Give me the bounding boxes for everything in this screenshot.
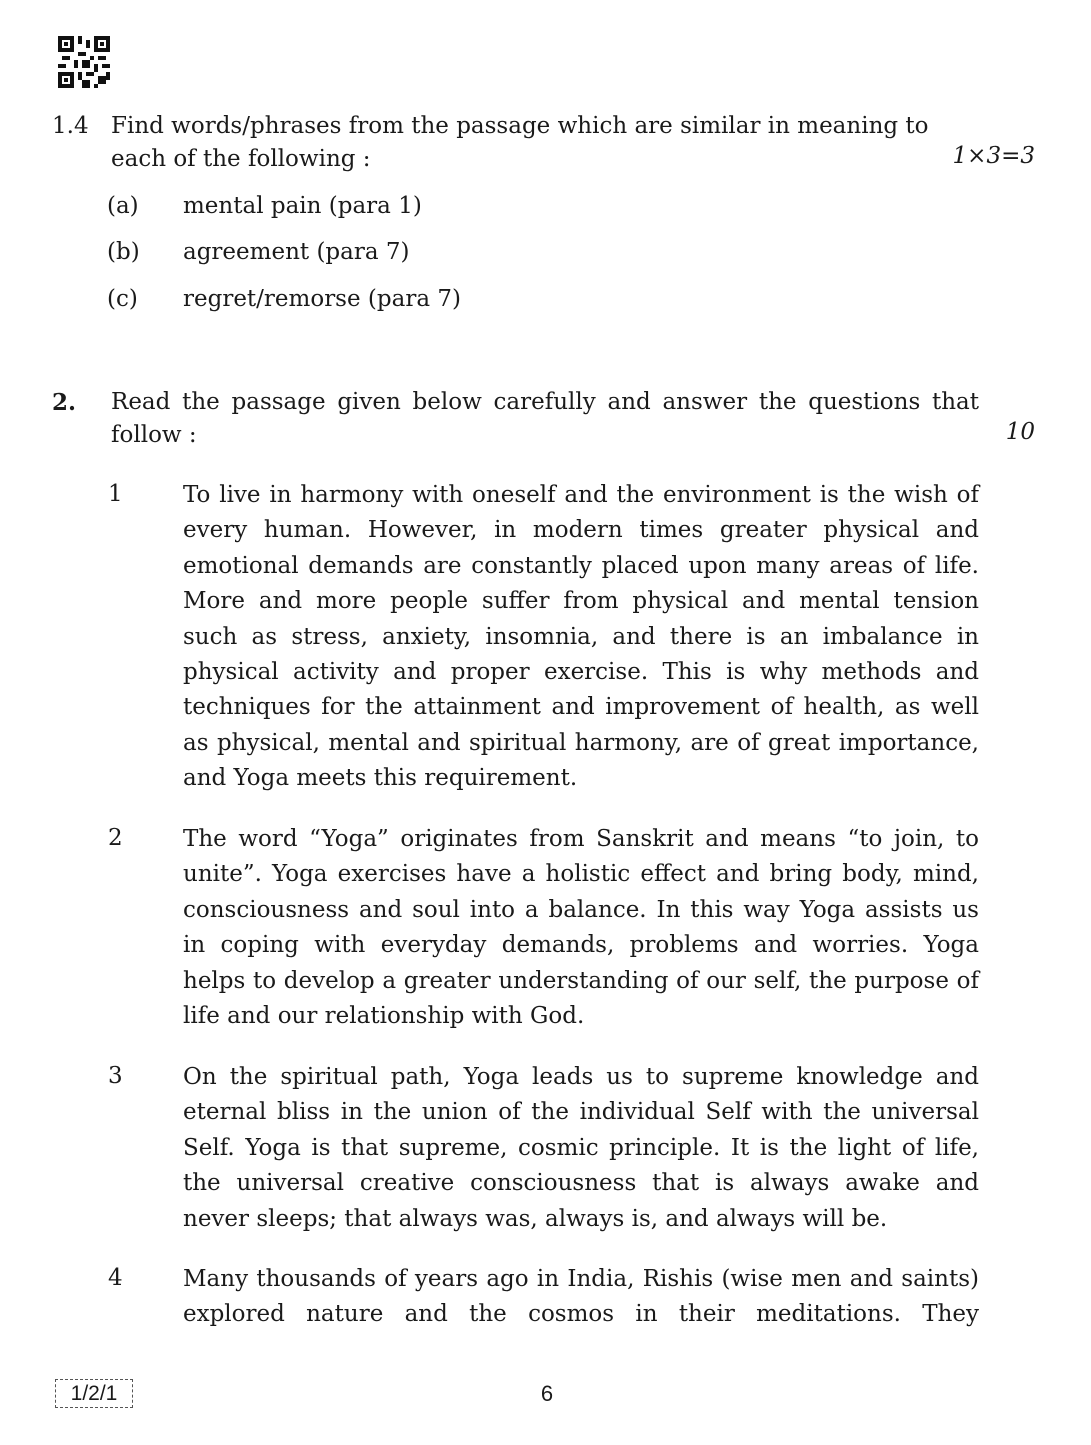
paragraph: The word “Yoga” originates from Sanskrit and means “to join, to unite”. Yoga exercises have a holistic effect and bring body, mind, consciousness and soul into a balance. In this way Yoga assists us in coping with everyday demands, problems and worries. Yoga helps to develop a greater understanding of our self, the purpose of life and our relationship with God. (183, 826, 979, 1030)
question-number: 1.4 (52, 113, 89, 139)
paper-code: 1/2/1 (55, 1379, 133, 1408)
option-text: agreement (para 7) (183, 239, 410, 265)
question-marks: 1×3=3 (952, 143, 1035, 169)
paragraph: Many thousands of years ago in India, Rishis (wise men and saints) explored nature and the cosmos in their meditations. They (183, 1266, 979, 1328)
question-number: 2. (52, 389, 77, 416)
paragraph-number: 4 (108, 1265, 123, 1291)
paragraph: On the spiritual path, Yoga leads us to supreme knowledge and eternal bliss in the union of the individual Self with the universal Self. Yoga is that supreme, cosmic principle. It is the light of life, the universal creative consciousness that is always awake and never sleeps; that always was, always is, and always will be. (183, 1064, 979, 1232)
paragraph-number: 2 (108, 825, 123, 851)
paragraph: To live in harmony with oneself and the environment is the wish of every human. However, in modern times greater physical and emotional demands are constantly placed upon many areas of life. More and more people suffer from physical and mental tension such as stress, anxiety, insomnia, and there is an imbalance in physical activity and proper exercise. This is why methods and techniques for the attainment and improvement of health, as well as physical, mental and spiritual harmony, are of great importance, and Yoga meets this requirement. (183, 482, 979, 792)
paragraph-number: 3 (108, 1063, 123, 1089)
paragraph-number: 1 (108, 481, 123, 507)
page-number: 6 (540, 1381, 554, 1406)
question-marks: 10 (1005, 419, 1035, 445)
option-label: (a) (107, 193, 139, 219)
option-text: mental pain (para 1) (183, 193, 422, 219)
question-text: Read the passage given below carefully and answer the questions that follow : (111, 389, 979, 448)
option-label: (c) (107, 286, 138, 312)
qr-code-icon (58, 36, 110, 88)
question-text: Find words/phrases from the passage which are similar in meaning to each of the following : (111, 113, 929, 172)
option-label: (b) (107, 239, 140, 265)
option-text: regret/remorse (para 7) (183, 286, 461, 312)
